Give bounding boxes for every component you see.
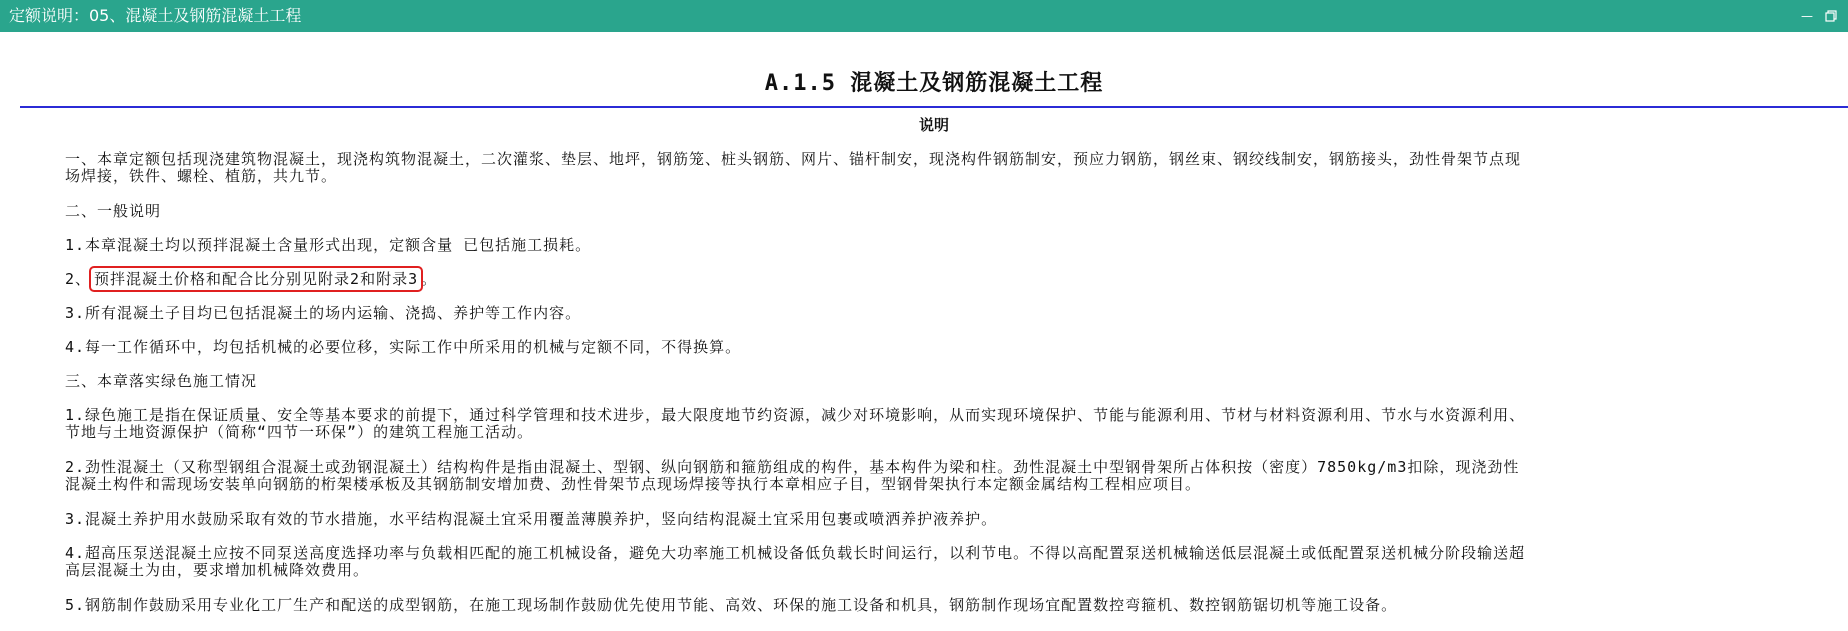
general-item-4: 4.每一工作循环中，均包括机械的必要位移，实际工作中所采用的机械与定额不同，不得换算。 <box>65 338 742 356</box>
window-title: 定额说明：05、混凝土及钢筋混凝土工程 <box>9 6 302 25</box>
general-item-1: 1.本章混凝土均以预拌混凝土含量形式出现，定额含量 已包括施工损耗。 <box>65 236 592 254</box>
general-item-2-suffix: 。 <box>421 270 438 288</box>
green-item-1-line-2: 节地与土地资源保护（简称“四节一环保”）的建筑工程施工活动。 <box>65 423 534 441</box>
window-controls <box>1800 6 1838 26</box>
general-item-2-prefix: 2、 <box>65 270 92 288</box>
document-title: A.1.5 混凝土及钢筋混凝土工程 <box>764 71 1104 96</box>
green-item-1 <box>65 407 1800 441</box>
highlighted-annotation: 预拌混凝土价格和配合比分别见附录2和附录3 <box>91 268 421 290</box>
general-item-2 <box>65 271 1800 288</box>
restore-icon <box>1825 10 1837 22</box>
paragraph-scope <box>65 151 1800 185</box>
general-item-3: 3.所有混凝土子目均已包括混凝土的场内运输、浇捣、养护等工作内容。 <box>65 304 582 322</box>
title-divider <box>20 106 1848 108</box>
green-item-4 <box>65 545 1800 579</box>
green-item-2-line-1: 2.劲性混凝土（又称型钢组合混凝土或劲钢混凝土）结构构件是指由混凝土、型钢、纵向钢筋和箍筋组成的构件，基本构件为梁和柱。劲性混凝土中型钢骨架所占体积按（密度）7850kg/m3扣除，现浇劲性 <box>65 458 1520 476</box>
minimize-button[interactable] <box>1800 9 1814 23</box>
heading-green-construction: 三、本章落实绿色施工情况 <box>65 372 258 390</box>
green-item-5: 5.钢筋制作鼓励采用专业化工厂生产和配送的成型钢筋，在施工现场制作鼓励优先使用节能、高效、环保的施工设备和机具，钢筋制作现场宜配置数控弯箍机、数控钢筋锯切机等施工设备。 <box>65 596 1398 614</box>
restore-button[interactable] <box>1824 9 1838 23</box>
document-subtitle: 说明 <box>918 116 949 134</box>
green-item-2-line-2: 混凝土构件和需现场安装单向钢筋的桁架楼承板及其钢筋制安增加费、劲性骨架节点现场焊接等执行本章相应子目，型钢骨架执行本定额金属结构工程相应项目。 <box>65 475 1202 493</box>
minimize-icon: — <box>1801 9 1813 23</box>
document-content[interactable] <box>0 32 1848 631</box>
green-item-2 <box>65 459 1800 493</box>
window-titlebar[interactable] <box>0 0 1848 32</box>
scope-line-1: 一、本章定额包括现浇建筑物混凝土，现浇构筑物混凝土，二次灌浆、垫层、地坪，钢筋笼、桩头钢筋、网片、锚杆制安，现浇构件钢筋制安，预应力钢筋，钢丝束、钢绞线制安，钢筋接头，劲性骨架节点现 <box>65 150 1522 168</box>
green-item-4-line-1: 4.超高压泵送混凝土应按不同泵送高度选择功率与负载相匹配的施工机械设备，避免大功率施工机械设备低负载长时间运行，以利节电。不得以高配置泵送机械输送低层混凝土或低配置泵送机械分阶段输送超 <box>65 544 1526 562</box>
green-item-1-line-1: 1.绿色施工是指在保证质量、安全等基本要求的前提下，通过科学管理和技术进步，最大限度地节约资源，减少对环境影响，从而实现环境保护、节能与能源利用、节材与材料资源利用、节水与水资源利用、 <box>65 406 1526 424</box>
heading-general: 二、一般说明 <box>65 202 162 220</box>
scope-line-2: 场焊接，铁件、螺栓、植筋，共九节。 <box>65 167 338 185</box>
green-item-3: 3.混凝土养护用水鼓励采取有效的节水措施，水平结构混凝土宜采用覆盖薄膜养护，竖向结构混凝土宜采用包裹或喷洒养护液养护。 <box>65 510 998 528</box>
green-item-4-line-2: 高层混凝土为由，要求增加机械降效费用。 <box>65 561 370 579</box>
